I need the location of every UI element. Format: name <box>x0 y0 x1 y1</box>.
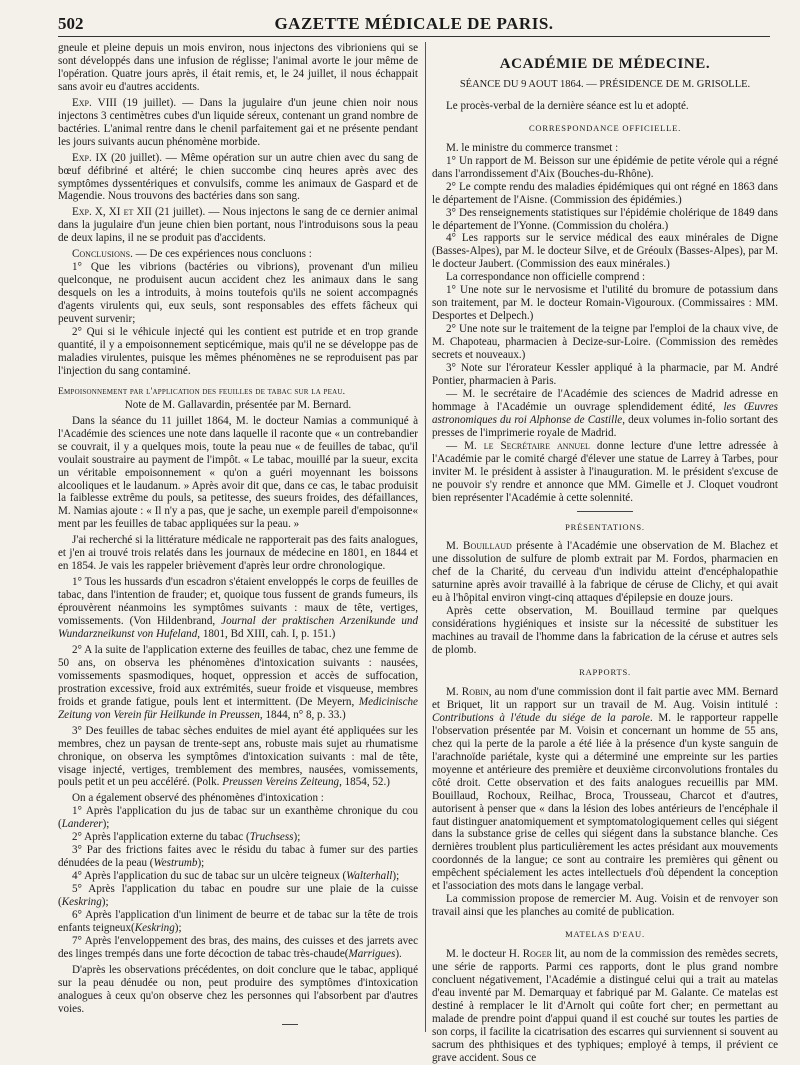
footer-dash <box>282 1024 298 1025</box>
paragraph-text: lit, au nom de la commission des remèdes secrets, une série de rapports. Parmi ces rapports, dont le plus grand nombre concluent négativement, l'Académie a distingué celui qui a trait au matelas d'eau inventé par M. Demarquay et fabriqué par M. Galante. Ce matelas est destiné à remplacer le lit d'Arnolt qui coûte fort cher; en permettant au malade de prendre point d'appui quand il est couché sur toutes les parties de son corps, il facilite la cicatrisation des escarres qui surviennent si souvent au sacrum des phthisiques et des typhiques; employé à temps, il prévient ce grave accident. Sous ce <box>432 948 778 1064</box>
paragraph-text: M. le docteur H. <box>446 948 523 961</box>
paragraph-text: , au nom d'une commission dont il fait partie avec MM. Bernard et Briquet, lit un rapport sur un travail de M. Aug. Voisin intitulé : <box>432 685 778 711</box>
paragraph: J'ai recherché si la littérature médicale ne rapporterait pas des faits analogues, et j'en ai trouvé trois relatés dans les journaux de médecine en 1801, en 1844 et en 1854. Je vais les rappeler brièvement d'après leur ordre chronologique. <box>58 534 418 573</box>
list-text: 3° Par des frictions faites avec le résidu du tabac à fumer sur des parties dénudées de la peau ( <box>58 844 418 870</box>
list-text: 4° Après l'application du suc de tabac sur un ulcère teigneux ( <box>72 870 347 883</box>
list-text: ); <box>174 921 182 934</box>
author: Keskring <box>134 921 175 934</box>
case-1 <box>58 576 418 641</box>
session-line: SÉANCE DU 9 AOUT 1864. — PRÉSIDENCE DE M. GRISOLLE. <box>459 78 751 90</box>
list-item <box>58 831 418 844</box>
running-header <box>58 14 770 36</box>
person-name: Robin <box>461 685 489 698</box>
experiment-text: (21 juillet). — Nous injectons le sang de ce dernier animal dans la jugulaire d'un jeune chien bien portant, nous l'introduisons sous la peau de deux lapins, il ne se produit pas d'accidents. <box>58 206 418 245</box>
list-text: ); <box>101 896 109 909</box>
list-item <box>58 935 418 961</box>
section-title: ACADÉMIE DE MÉDECINE. <box>499 56 711 72</box>
paragraph <box>432 440 778 505</box>
paragraph <box>432 686 778 893</box>
paragraph: La correspondance non officielle comprend : <box>446 271 646 284</box>
journal-title: GAZETTE MÉDICALE DE PARIS. <box>274 14 554 33</box>
paragraph: D'après les observations précédentes, on doit conclure que le tabac, appliqué sur la peau dénudée ou non, peut produire des symptômes d'intoxication analogues à ceux qu'on observe chez les personnes qui l'absorbent par d'autres voies. <box>58 963 418 1015</box>
author: Truchsess <box>249 831 294 844</box>
paragraph-text: M. <box>446 540 464 553</box>
paragraph-text: . M. le rapporteur rappelle l'observation présentée par M. Voisin et concernant un homme de 55 ans, chez qui la perte de la parole a été liée à la présence d'un kyste sanguin de l'arachnoïde pariétale, kyste qui a déterminé une empreinte sur les parties moyenne et antérieure des première et deuxième circonvolutions frontales du côté droit. Cette observation et des faits analogues recueillis par MM. Bouillaud, Rochoux, Reilhac, Broca, Trousseau, Charcot et d'autres, autorisent à penser que « dans la lésion des lobes antérieurs de l'encéphale il faut distinguer anatomiquement et symptomatologiquement celles qui siégent dans la substance grise de celles qui siégent dans la substance blanche. Ces dernières troublent plus particulièrement les actes présidant aux mouvements coordonnés de la langue; ce sont au contraire les premières qui gênent ou empêchent spécialement les actes intellectuels d'où dépendent la conception et l'association des mots dans le langage verbal. <box>432 711 779 893</box>
column-divider <box>425 42 426 1032</box>
conclusions-label: Conclusions. <box>72 248 133 261</box>
experiment-label: Exp. VIII <box>72 96 117 109</box>
list-text: ); <box>293 831 301 844</box>
paragraph: Le procès-verbal de la dernière séance est lu et adopté. <box>446 99 689 112</box>
citation: Journal der praktischen Arzenikunde und Wundarzneikunst von Hufeland <box>58 615 418 640</box>
paragraph: Dans la séance du 11 juillet 1864, M. le docteur Namias a communiqué à l'Académie des sciences une note dans laquelle il raconte que « un contrebandier se couvrait, il y a quelques mois, toute la peau nue « de feuilles de tabac, qu'il voulait soustraire au payment de l'impôt. « Le tabac, mouillé par la sueur, excita un véritable empoisonnement « qu'on a guéri moyennant les boissons alcooliques et le laudanum. » Après avoir dit que, dans ce cas, le tabac produisit la faiblesse extrême du pouls, sa petitesse, des sueurs froides, des défaillances, M. Namias ajoute : « Il n'y a pas, que je sache, un exemple pareil d'empoisonne« ment par les feuilles de tabac appliquées sur la peau. » <box>58 414 418 531</box>
author: Walterhall <box>346 870 393 883</box>
experiment-8 <box>58 97 418 149</box>
case-text: 2° A la suite de l'application externe des feuilles de tabac, chez une femme de 50 ans, on observa les phénomènes d'intoxication suivants : nausées, vomissements spasmodiques, hoquet, oppression et accès de suffocation, prostration excessive, froid aux extrémités, sueur froide et visqueuse, membres froids et grande fatigue, pouls lent et intermittent. (De Meyern, <box>58 643 418 708</box>
book-title: les Œuvres astronomiques du roi Alphonse de Castille <box>432 400 778 426</box>
list-text: ). <box>395 947 402 960</box>
paragraph: Après cette observation, M. Bouillaud termine par quelques considérations hygiéniques et insiste sur la nécessité de substituer les machines au travail de l'homme dans la fabrication de la céruse et autres sels de plomb. <box>432 605 778 657</box>
citation: Medicinische Zeitung von Verein für Heilkunde in Preussen <box>58 695 418 721</box>
separator-rule <box>577 511 633 512</box>
conclusion-2: 2° Qui si le véhicule injecté qui les contient est putride et en trop grande quantité, il y a empoisonnement septicémique, mais qu'il ne se développe pas de maladies virulentes, puisque les mêmes phénomènes ne se reproduisent pas par l'injection du sang contaminé. <box>58 326 418 377</box>
list-text: ); <box>102 818 110 831</box>
case-3 <box>58 725 418 790</box>
list-text: ); <box>392 870 400 883</box>
list-text: 5° Après l'application du tabac en poudre sur une plaie de la cuisse ( <box>58 883 418 909</box>
list-text: 6° Après l'application d'un liniment de beurre et de tabac sur la tête de trois enfants teigneux( <box>58 909 418 934</box>
experiment-10-12 <box>58 206 418 245</box>
case-text: 1° Tous les hussards d'un escadron s'étaient enveloppés le corps de feuilles de tabac, dans l'intention de frauder; et, quoique tous fussent de grands fumeurs, ils éprouvèrent néanmoins les symptômes suivants : maux de tête, vertiges, vomissements. (Von Hildenbrand, <box>58 576 418 628</box>
list-item: 1° Une note sur le nervosisme et l'utilité du bromure de potassium dans son traitement, par M. le docteur Romain-Vigouroux. (Commissaires : MM. Desportes et Delpech.) <box>432 284 778 323</box>
experiment-9 <box>58 152 418 204</box>
paragraph: On a également observé des phénomènes d'intoxication : <box>72 792 324 805</box>
work-title: Contributions à l'étude du siége de la parole <box>432 711 650 724</box>
paragraph-text: — M. le secrétaire de l'Académie des sciences de Madrid adresse en hommage à l'Académie un ouvrage splendidement édité, <box>432 387 778 413</box>
experiment-text: (20 juillet). — Même opération sur un autre chien avec du sang de bœuf défibriné et altéré; le chien succombe cinq heures après avec des symptômes dyssentériques et convulsifs, comme les animaux de Gaspard et de Magendie. Nous trouvons des bactéries dans son sang. <box>58 151 418 203</box>
list-item: 1° Un rapport de M. Beisson sur une épidémie de petite vérole qui a régné dans l'arrondissement d'Aix (Bouches-du-Rhône). <box>432 154 778 180</box>
list-item <box>58 870 418 883</box>
case-text: 3° Des feuilles de tabac sèches enduites de miel ayant été appliquées sur les membres, chez un paysan de trente-sept ans, robuste mais sujet au rhumatisme chronique, on observa les symptômes d'intoxication suivants : mal de tête, visage injecté, vertiges, tremblement des membres, nausées, vomissements, pouls petit et un peu accéléré. (Polk. <box>58 724 418 789</box>
page-number: 502 <box>58 14 84 33</box>
list-item: 3° Des renseignements statistiques sur l'épidémie cholérique de 1849 dans le département de l'Yonne. (Commission du choléra.) <box>432 206 778 232</box>
paragraph-text: M. <box>446 685 462 698</box>
person-name: Roger <box>522 948 552 961</box>
article-title-main: Empoisonnement par l'application des feuilles de tabac sur la peau. <box>58 385 346 397</box>
paragraph: M. le ministre du commerce transmet : <box>446 141 619 154</box>
paragraph <box>432 388 778 440</box>
list-item <box>58 909 418 935</box>
conclusions-text: — De ces expériences nous concluons : <box>132 248 312 261</box>
citation: Preussen Vereins Zeiteung <box>222 776 340 789</box>
person-name: le Secrétaire annuel <box>483 439 590 452</box>
header-rule <box>58 36 770 37</box>
list-item: 2° Une note sur le traitement de la teigne par l'emploi de la chaux vive, de M. Chapoteau, pharmacien à Decize-sur-Loire. (Commission des remèdes secrets et nouveaux.) <box>432 323 778 362</box>
case-2 <box>58 644 418 722</box>
paragraph <box>432 540 778 605</box>
paragraph-text: — M. <box>446 439 484 452</box>
subsection-title: RAPPORTS. <box>579 667 631 678</box>
left-column <box>58 42 418 1016</box>
case-text: , 1844, n° 8, p. 33.) <box>259 708 346 721</box>
list-text: ); <box>197 857 205 870</box>
list-item: 2° Le compte rendu des maladies épidémiques qui ont régné en 1863 dans le département de l'Aisne. (Commission des épidémies.) <box>432 180 778 206</box>
article-title <box>58 386 418 412</box>
author: Westrumb <box>153 857 198 870</box>
person-name: Bouillaud <box>463 540 512 553</box>
list-text: 2° Après l'application externe du tabac ( <box>72 831 250 844</box>
list-text: 7° Après l'enveloppement des bras, des mains, des cuisses et des jarrets avec des linges trempés dans une forte décoction de tabac très-chaude( <box>58 934 418 960</box>
author: Keskring <box>61 896 102 909</box>
subsection-title: PRÉSENTATIONS. <box>565 521 645 532</box>
experiment-label: Exp. X, XI et XII <box>72 206 152 219</box>
list-item: 4° Les rapports sur le service médical des eaux minérales de Digne (Basses-Alpes), par M. le docteur Silve, et de Gréoulx (Basses-Alpes), par M. le docteur Jaubert. (Commission des eaux minérales.) <box>432 232 778 271</box>
paragraph-text: présente à l'Académie une observation de M. Blachez et une dissolution de sulfure de plomb extrait par M. Fordos, pharmacien en chef de la Charité, du cerveau d'un individu atteint d'encéphalopathie saturnine après avoir travaillé à la fabrique de céruse de Clichy, et qui avait eu à l'hôpital environ vingt-cinq attaques d'épilepsie en douze jours. <box>432 540 778 605</box>
subsection-title: MATELAS D'EAU. <box>565 929 645 940</box>
case-text: , 1854, 52.) <box>339 776 390 789</box>
right-column <box>432 42 778 1065</box>
paragraph: La commission propose de remercier M. Aug. Voisin et de renvoyer son travail ainsi que les planches au comité de publication. <box>432 893 778 919</box>
list-item <box>58 805 418 831</box>
list-item: 3° Note sur l'érorateur Kessler appliqué à la pharmacie, par M. André Pontier, pharmacien à Paris. <box>432 362 778 387</box>
paragraph: gneule et pleine depuis un mois environ, nous injectons des vibrioniens qui se sont développés dans une infusion de réglisse; l'animal avorte le jour même de l'opération. Quatre jours après, il était remis, et, le 24 juillet, il nous échappait sans avoir eu d'autres accidents. <box>58 42 418 93</box>
paragraph <box>432 948 778 1065</box>
list-item <box>58 883 418 909</box>
conclusion-1: 1° Que les vibrions (bactéries ou vibrions), provenant d'un milieu quelconque, ne produisent aucun accident chez les animaux dans le sang desquels on les a introduits, à moins toutefois qu'ils ne soient accompagnés d'agents virulents qui, eux seuls, sont responsables des effets fâcheux qui peuvent survenir; <box>58 261 418 326</box>
list-text: 1° Après l'application du jus de tabac sur un exanthème chronique du cou ( <box>58 805 418 831</box>
list-item <box>58 844 418 870</box>
author: Landerer <box>61 818 103 831</box>
subsection-title: CORRESPONDANCE OFFICIELLE. <box>528 122 682 133</box>
experiment-text: (19 juillet). — Dans la jugulaire d'un jeune chien noir nous injectons 3 centimètres cubes d'un liquide séreux, contenant un grand nombre de bactéries. L'animal rentre dans le chenil parfaitement gai et ne présente pendant les jours suivants aucun phénomène morbide. <box>58 96 418 148</box>
experiment-label: Exp. IX <box>72 151 108 164</box>
paragraph-text: , deux volumes in-folio sortant des presses de l'imprimerie royale de Madrid. <box>432 413 778 439</box>
case-text: , 1801, Bd XIII, cah. I, p. 151.) <box>197 627 336 640</box>
paragraph-text: donne lecture d'une lettre adressée à l'Académie par le comité chargé d'élever une statue de Larrey à Tarbes, pour inviter M. le président à assister à l'inauguration. M. le président s'excuse de ne pouvoir s'y rendre et annonce que MM. Gimelle et J. Cloquet voudront bien représenter l'Académie à cette solennité. <box>432 439 779 504</box>
author: Marrigues <box>348 947 396 960</box>
conclusions-intro <box>58 248 418 261</box>
article-title-note: Note de M. Gallavardin, présentée par M. Bernard. <box>124 398 352 411</box>
